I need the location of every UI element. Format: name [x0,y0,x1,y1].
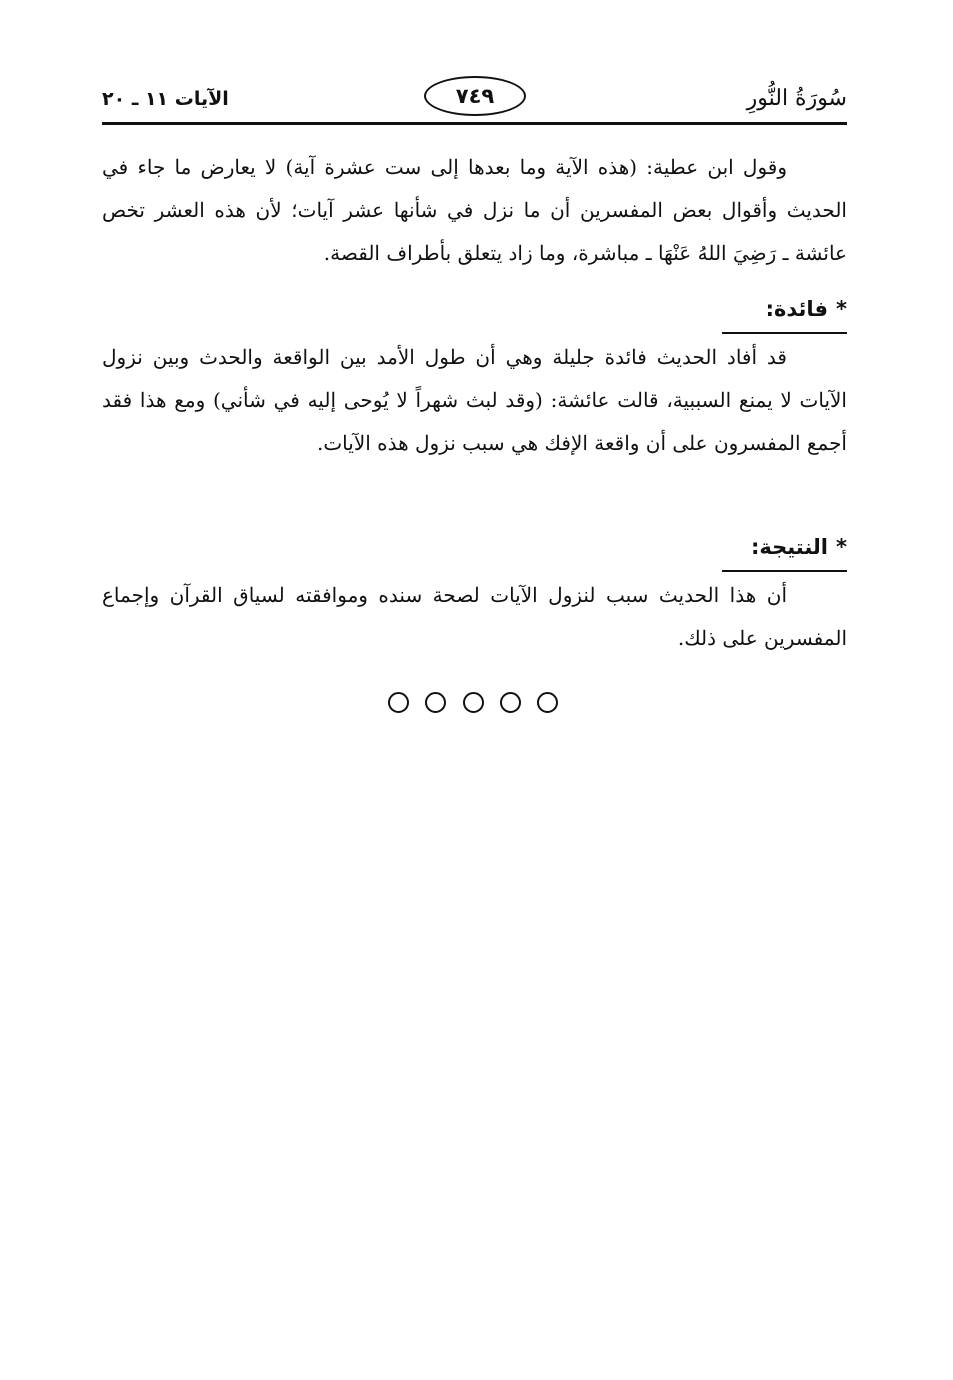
asterisk-icon: * [836,535,847,559]
asterisk-icon: * [836,297,847,321]
ring-icon [537,692,558,713]
header-divider [102,122,847,125]
ring-icon [463,692,484,713]
benefit-paragraph: قد أفاد الحديث فائدة جليلة وهي أن طول الأمد بين الواقعة والحدث وبين نزول الآيات لا يمنع السببية، قالت عائشة: (وقد لبث شهراً لا يُوحى إليه في شأني) ومع هذا فقد أجمع المفسرون على أن واقعة الإفك هي سبب نزول هذه الآيات. [102,345,847,455]
verses-range-label: الآيات ١١ ـ ٢٠ [102,88,229,110]
ring-icon [388,692,409,713]
result-paragraph: أن هذا الحديث سبب لنزول الآيات لصحة سنده وموافقته لسياق القرآن وإجماع المفسرين على ذلك. [102,583,847,650]
result-heading [751,535,847,559]
benefit-heading-underline [722,332,847,334]
benefit-heading-text: فائدة: [765,297,829,321]
section-end-ornament [388,692,558,714]
ring-icon [425,692,446,713]
result-heading-underline [722,570,847,572]
page-header [102,76,847,124]
surah-title: سُورَةُ النُّورِ [746,86,847,111]
intro-paragraph: وقول ابن عطية: (هذه الآية وما بعدها إلى ست عشرة آية) لا يعارض ما جاء في الحديث وأقوال بعض المفسرين أن ما نزل في شأنها عشر آيات؛ لأن هذه العشر تخص عائشة ـ رَضِيَ اللهُ عَنْهَا ـ مباشرة، وما زاد يتعلق بأطراف القصة. [102,155,847,265]
result-heading-text: النتيجة: [750,535,829,559]
ring-icon [500,692,521,713]
benefit-heading [766,297,847,321]
page-number: ٧٤٩ [455,84,495,108]
page-number-badge [424,76,526,116]
